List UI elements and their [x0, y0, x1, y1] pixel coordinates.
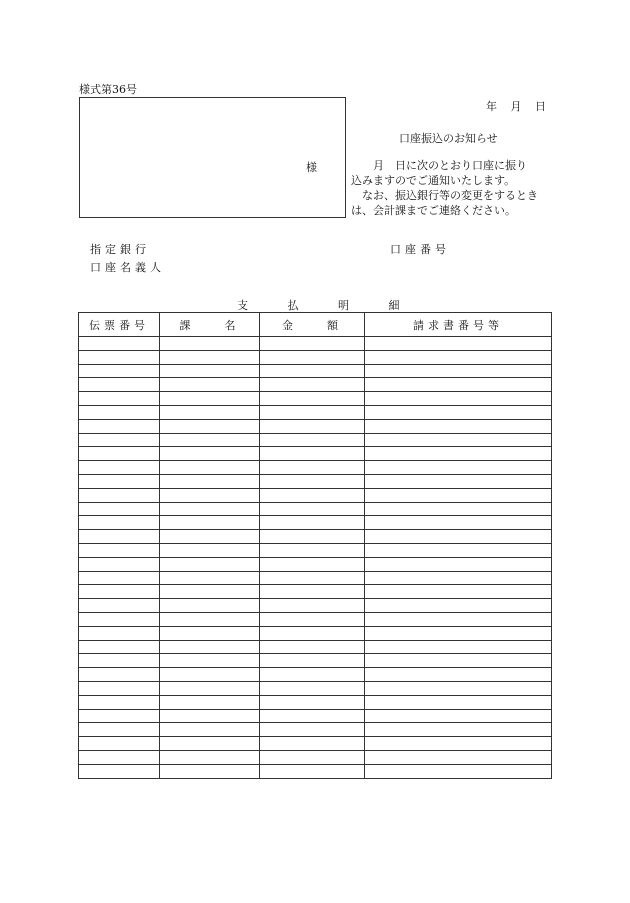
table-cell: [365, 612, 552, 626]
table-cell: [79, 337, 160, 351]
table-row: [79, 378, 552, 392]
table-cell: [365, 364, 552, 378]
table-cell: [260, 530, 365, 544]
table-cell: [79, 668, 160, 682]
addressee-suffix: 様: [306, 161, 317, 174]
table-cell: [79, 737, 160, 751]
col-header-slip-number: 伝票番号: [79, 313, 160, 337]
table-row: [79, 723, 552, 737]
table-row: [79, 750, 552, 764]
table-cell: [160, 350, 260, 364]
table-cell: [160, 585, 260, 599]
table-cell: [160, 571, 260, 585]
table-cell: [260, 599, 365, 613]
table-row: [79, 654, 552, 668]
table-cell: [365, 723, 552, 737]
table-cell: [365, 392, 552, 406]
table-cell: [365, 461, 552, 475]
table-row: [79, 599, 552, 613]
table-cell: [365, 488, 552, 502]
table-row: [79, 405, 552, 419]
table-cell: [260, 612, 365, 626]
table-cell: [260, 392, 365, 406]
table-row: [79, 764, 552, 778]
table-cell: [260, 668, 365, 682]
table-cell: [260, 447, 365, 461]
table-cell: [79, 461, 160, 475]
table-cell: [365, 350, 552, 364]
table-cell: [260, 543, 365, 557]
table-cell: [160, 392, 260, 406]
table-cell: [160, 364, 260, 378]
table-cell: [260, 474, 365, 488]
table-row: [79, 695, 552, 709]
table-cell: [260, 681, 365, 695]
table-cell: [160, 378, 260, 392]
table-row: [79, 392, 552, 406]
table-cell: [79, 695, 160, 709]
table-cell: [79, 599, 160, 613]
table-cell: [160, 612, 260, 626]
table-cell: [79, 750, 160, 764]
table-cell: [365, 530, 552, 544]
table-cell: [160, 433, 260, 447]
table-cell: [260, 585, 365, 599]
table-row: [79, 640, 552, 654]
table-row: [79, 585, 552, 599]
table-cell: [160, 709, 260, 723]
table-cell: [365, 750, 552, 764]
table-row: [79, 461, 552, 475]
table-cell: [79, 433, 160, 447]
table-cell: [79, 709, 160, 723]
table-cell: [260, 378, 365, 392]
table-cell: [79, 571, 160, 585]
col-header-amount: 金 額: [260, 313, 365, 337]
table-cell: [365, 654, 552, 668]
table-cell: [260, 571, 365, 585]
table-row: [79, 474, 552, 488]
table-cell: [79, 654, 160, 668]
table-cell: [79, 474, 160, 488]
table-cell: [160, 640, 260, 654]
table-row: [79, 364, 552, 378]
date-line: 年 月 日: [486, 100, 546, 113]
table-cell: [79, 543, 160, 557]
table-cell: [260, 405, 365, 419]
table-cell: [260, 737, 365, 751]
table-cell: [260, 337, 365, 351]
form-number: 様式第36号: [79, 83, 137, 96]
table-row: [79, 543, 552, 557]
table-cell: [79, 585, 160, 599]
table-cell: [365, 626, 552, 640]
table-cell: [79, 378, 160, 392]
table-row: [79, 571, 552, 585]
table-cell: [160, 654, 260, 668]
table-cell: [260, 626, 365, 640]
col-header-section-name: 課 名: [160, 313, 260, 337]
table-row: [79, 709, 552, 723]
table-header-row: [79, 313, 552, 337]
table-row: [79, 337, 552, 351]
table-cell: [260, 723, 365, 737]
table-row: [79, 447, 552, 461]
table-cell: [79, 530, 160, 544]
table-cell: [79, 764, 160, 778]
table-cell: [160, 668, 260, 682]
table-row: [79, 502, 552, 516]
table-cell: [365, 405, 552, 419]
table-cell: [260, 502, 365, 516]
table-cell: [79, 419, 160, 433]
table-cell: [365, 433, 552, 447]
table-cell: [260, 695, 365, 709]
table-cell: [365, 695, 552, 709]
table-row: [79, 681, 552, 695]
table-cell: [260, 433, 365, 447]
col-header-invoice-number: 請求書番号等: [365, 313, 552, 337]
table-cell: [365, 543, 552, 557]
table-row: [79, 626, 552, 640]
table-cell: [79, 516, 160, 530]
table-cell: [160, 764, 260, 778]
table-cell: [365, 737, 552, 751]
notice-title: 口座振込のお知らせ: [399, 132, 498, 145]
table-row: [79, 668, 552, 682]
table-cell: [160, 447, 260, 461]
table-cell: [365, 681, 552, 695]
table-cell: [260, 640, 365, 654]
table-cell: [79, 405, 160, 419]
table-cell: [160, 543, 260, 557]
payment-detail-title: 支 払 明 細: [237, 299, 400, 312]
table-row: [79, 612, 552, 626]
table-row: [79, 530, 552, 544]
table-cell: [79, 612, 160, 626]
table-cell: [260, 516, 365, 530]
table-cell: [160, 502, 260, 516]
table-cell: [160, 474, 260, 488]
table-cell: [160, 488, 260, 502]
table-row: [79, 488, 552, 502]
table-cell: [79, 447, 160, 461]
table-cell: [260, 709, 365, 723]
table-cell: [160, 626, 260, 640]
table-cell: [160, 557, 260, 571]
table-cell: [260, 461, 365, 475]
table-cell: [365, 419, 552, 433]
table-cell: [79, 488, 160, 502]
table-cell: [365, 599, 552, 613]
notice-body: 月 日に次のとおり口座に振り 込みますのでご通知いたします。 なお、振込銀行等の変更をするとき は、会計課までご連絡ください。: [351, 159, 538, 217]
table-cell: [160, 723, 260, 737]
payment-detail-table: [78, 312, 552, 779]
table-cell: [365, 516, 552, 530]
table-cell: [79, 681, 160, 695]
account-holder-label: 口座名義人: [90, 261, 165, 274]
table-cell: [79, 364, 160, 378]
table-cell: [260, 654, 365, 668]
table-cell: [160, 681, 260, 695]
table-row: [79, 516, 552, 530]
table-cell: [160, 337, 260, 351]
table-row: [79, 419, 552, 433]
table-row: [79, 557, 552, 571]
table-cell: [365, 640, 552, 654]
designated-bank-label: 指定銀行: [90, 243, 150, 256]
table-cell: [365, 447, 552, 461]
table-cell: [79, 723, 160, 737]
table-cell: [365, 585, 552, 599]
table-row: [79, 350, 552, 364]
table-cell: [260, 750, 365, 764]
table-cell: [260, 764, 365, 778]
table-cell: [365, 502, 552, 516]
account-number-label: 口座番号: [390, 243, 450, 256]
table-cell: [160, 599, 260, 613]
table-cell: [160, 419, 260, 433]
table-cell: [79, 557, 160, 571]
table-cell: [365, 571, 552, 585]
table-cell: [160, 737, 260, 751]
table-cell: [160, 695, 260, 709]
table-cell: [160, 405, 260, 419]
table-cell: [365, 557, 552, 571]
table-cell: [365, 709, 552, 723]
table-cell: [365, 474, 552, 488]
table-cell: [79, 640, 160, 654]
table-cell: [260, 557, 365, 571]
table-cell: [79, 392, 160, 406]
table-cell: [365, 668, 552, 682]
addressee-box: [79, 97, 346, 218]
table-row: [79, 737, 552, 751]
table-cell: [260, 364, 365, 378]
table-cell: [160, 750, 260, 764]
table-cell: [79, 626, 160, 640]
table-cell: [160, 516, 260, 530]
table-cell: [160, 461, 260, 475]
table-cell: [79, 350, 160, 364]
table-cell: [260, 350, 365, 364]
table-cell: [79, 502, 160, 516]
table-cell: [365, 764, 552, 778]
table-cell: [365, 337, 552, 351]
table-cell: [160, 530, 260, 544]
table-row: [79, 433, 552, 447]
table-cell: [260, 419, 365, 433]
table-cell: [260, 488, 365, 502]
table-cell: [365, 378, 552, 392]
